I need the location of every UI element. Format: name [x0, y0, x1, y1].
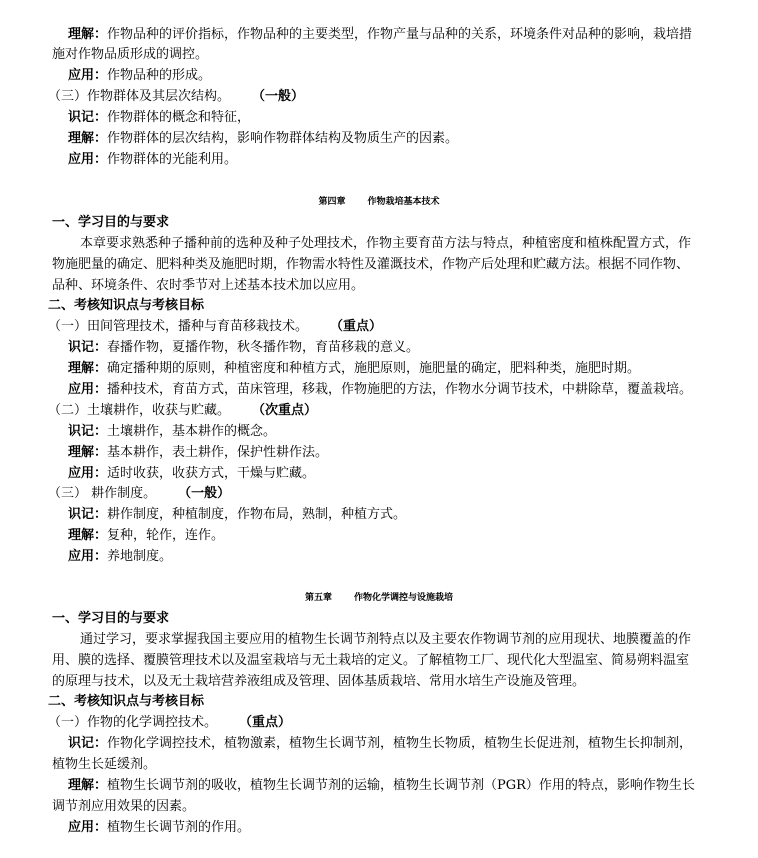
understand-label: 理解：: [68, 778, 108, 793]
apply-line: [68, 465, 315, 483]
item-level: （次重点）: [252, 403, 318, 418]
item-level: （一般）: [178, 486, 231, 501]
apply-label: 应用：: [68, 382, 108, 397]
item-heading: [48, 402, 317, 420]
understand-text: 基本耕作，表土耕作，保护性耕作法。: [107, 445, 329, 460]
apply-line: [68, 819, 250, 837]
understand-line: [68, 444, 328, 462]
understand-text: 作物品种的评价指标，作物品种的主要类型，作物产量与品种的关系，环境条件对品种的影响，栽培措: [107, 27, 693, 42]
memo-text: 作物群体的概念和特征，: [107, 110, 251, 125]
memo-text-cont: 植物生长延缓剂。: [52, 757, 157, 772]
item-title: （三）作物群体及其层次结构。: [48, 89, 231, 104]
item-heading: [48, 485, 230, 503]
chapter-4-points-heading: 二、考核知识点与考核目标: [48, 298, 205, 313]
item-heading: [48, 318, 382, 336]
memo-text: 春播作物，夏播作物，秋冬播作物，育苗移栽的意义。: [107, 340, 420, 355]
understand-text: 复种，轮作，连作。: [107, 528, 225, 543]
memo-text: 土壤耕作，基本耕作的概念。: [107, 424, 277, 439]
apply-line: [68, 548, 172, 566]
understand-label: 理解：: [68, 131, 108, 146]
apply-line: [68, 381, 692, 399]
chapter-5-goal-text: 的原理与技术，以及无土栽培营养液组成及管理、固体基质栽培、常用水培生产设施及管理。: [52, 674, 586, 689]
apply-label: 应用：: [68, 152, 108, 167]
memo-text: 耕作制度，种植制度，作物布局，熟制，种植方式。: [107, 507, 407, 522]
chapter-4-goal-text: 品种、环境条件、农时季节对上述基本技术加以应用。: [52, 278, 365, 293]
memo-line: [68, 735, 692, 753]
memo-label: 识记：: [68, 736, 108, 751]
item-level: （重点）: [330, 319, 383, 334]
apply-label: 应用：: [68, 466, 108, 481]
understand-text-cont: 调节剂应用效果的因素。: [52, 799, 196, 814]
chapter-5-goal-heading: 一、学习目的与要求: [52, 611, 170, 626]
memo-label: 识记：: [68, 424, 108, 439]
item-title: （三） 耕作制度。: [48, 486, 157, 501]
chapter-5-goal-text: 用、膜的选择、覆膜管理技术以及温室栽培与无土栽培的定义。了解植物工厂、现代化大型温室、简易朔料温室: [52, 653, 690, 668]
apply-label: 应用：: [68, 68, 108, 83]
understand-text-cont: 施对作物品质形成的调控。: [52, 47, 209, 62]
understand-line: [68, 777, 695, 795]
apply-line: [68, 67, 211, 85]
understand-line: [68, 130, 458, 148]
memo-label: 识记：: [68, 507, 108, 522]
apply-text: 适时收获，收获方式，干燥与贮藏。: [107, 466, 316, 481]
item-level: （重点）: [239, 715, 292, 730]
memo-text: 作物化学调控技术，植物激素，植物生长调节剂，植物生长物质，植物生长促进剂，植物生长抑制剂，: [107, 736, 693, 751]
item-title: （一）田间管理技术，播种与育苗移栽技术。: [48, 319, 309, 334]
item-title: （一）作物的化学调控技术。: [48, 715, 218, 730]
understand-line: [68, 527, 224, 545]
chapter-4-title: 第四章 作物栽培基本技术: [318, 197, 440, 207]
item-heading: [48, 88, 304, 106]
understand-label: 理解：: [68, 361, 108, 376]
chapter-4-goal-text: 本章要求熟悉种子播种前的选种及种子处理技术，作物主要育苗方法与特点，种植密度和植株配置方式，作: [80, 236, 692, 251]
apply-text: 播种技术，育苗方式，苗床管理，移栽，作物施肥的方法，作物水分调节技术，中耕除草，覆盖栽培。: [107, 382, 693, 397]
chapter-4-goal-text: 物施肥量的确定、肥料种类及施肥时期，作物需水特性及灌溉技术，作物产后处理和贮藏方法。根据不同作物、: [52, 257, 690, 272]
apply-text: 养地制度。: [107, 549, 173, 564]
item-level: （一般）: [252, 89, 305, 104]
understand-label: 理解：: [68, 528, 108, 543]
chapter-5-title: 第五章 作物化学调控与设施栽培: [304, 593, 454, 603]
memo-line: [68, 423, 276, 441]
chapter-5-points-heading: 二、考核知识点与考核目标: [48, 694, 205, 709]
memo-label: 识记：: [68, 340, 108, 355]
understand-line: [68, 26, 692, 44]
understand-text: 确定播种期的原则，种植密度和种植方式，施肥原则，施肥量的确定，肥料种类，施肥时期。: [107, 361, 641, 376]
apply-text: 作物品种的形成。: [107, 68, 212, 83]
understand-text: 植物生长调节剂的吸收，植物生长调节剂的运输，植物生长调节剂（PGR）作用的特点，影响作物生长: [107, 778, 695, 793]
understand-line: [68, 360, 640, 378]
chapter-4-goal-heading: 一、学习目的与要求: [52, 215, 170, 230]
memo-label: 识记：: [68, 110, 108, 125]
understand-label: 理解：: [68, 27, 108, 42]
memo-line: [68, 339, 419, 357]
apply-text: 植物生长调节剂的作用。: [107, 820, 251, 835]
memo-line: [68, 109, 250, 127]
apply-label: 应用：: [68, 820, 108, 835]
memo-line: [68, 506, 406, 524]
apply-label: 应用：: [68, 549, 108, 564]
chapter-5-goal-text: 通过学习，要求掌握我国主要应用的植物生长调节剂特点以及主要农作物调节剂的应用现状、地膜覆盖的作: [80, 632, 692, 647]
item-title: （二）土壤耕作，收获与贮藏。: [48, 403, 231, 418]
apply-text: 作物群体的光能利用。: [107, 152, 238, 167]
item-heading: [48, 714, 291, 732]
understand-label: 理解：: [68, 445, 108, 460]
understand-text: 作物群体的层次结构，影响作物群体结构及物质生产的因素。: [107, 131, 459, 146]
apply-line: [68, 151, 237, 169]
